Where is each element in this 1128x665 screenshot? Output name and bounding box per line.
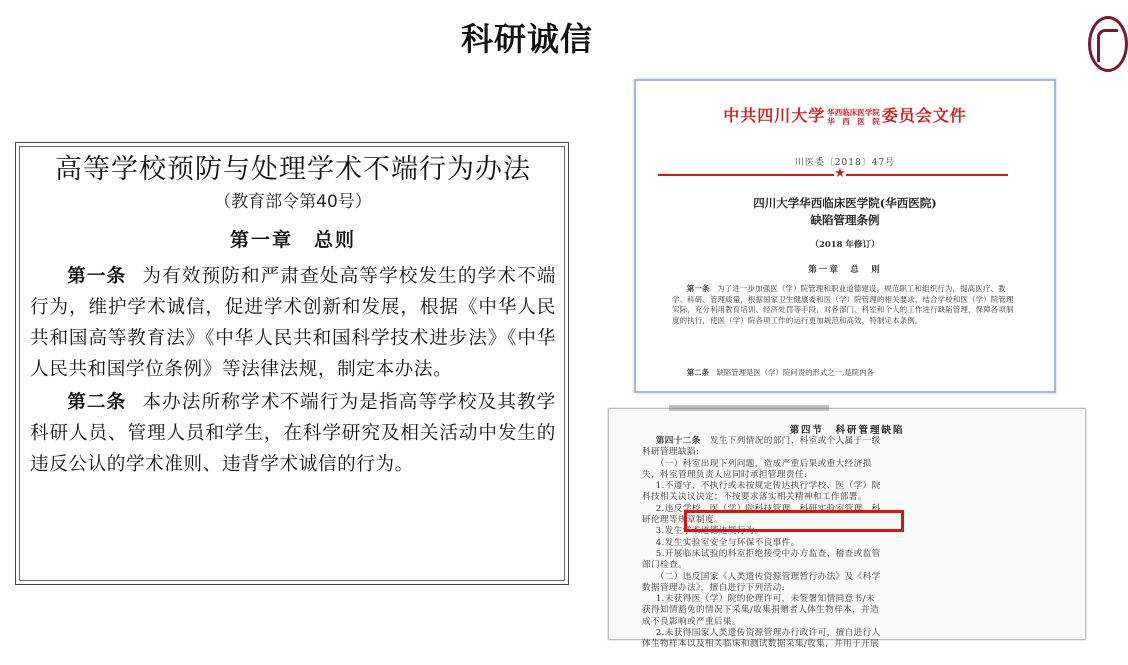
- section-line: [642, 492, 1078, 503]
- law-excerpt-frame: [19, 146, 565, 581]
- document-number: 川医委〔2018〕47号: [794, 158, 896, 168]
- line-text: 失，科室管理负责人应同时承担管理责任:: [642, 469, 808, 480]
- red-divider-left: [658, 174, 834, 176]
- section-line: [642, 481, 1078, 492]
- section-line: [642, 447, 1078, 458]
- document-title: [636, 195, 1054, 229]
- document-article-1: [672, 284, 1018, 327]
- line-text: 科技相关决议决定；不按要求落实相关精神和工作部署。: [642, 492, 867, 503]
- article-text: 缺陷管理是医（学）院问责的形式之一,是院内各: [716, 368, 874, 377]
- section-line: [642, 549, 1078, 560]
- section-text: [642, 436, 1078, 651]
- section-line: [642, 639, 1078, 650]
- line-text: 科研管理缺陷:: [642, 447, 700, 458]
- law-chapter: 第一章 总则: [229, 229, 356, 251]
- line-text: 成不良影响或严重后果。: [642, 616, 741, 627]
- line-text: 获得知情豁免的情况下采集/收集捐赠者人体生物样本，并造: [642, 605, 880, 616]
- line-text: 研伦理等规章制度。: [642, 515, 723, 526]
- header-stack-bottom: 华 西 医 院: [827, 116, 880, 126]
- section-line: [642, 470, 1078, 481]
- article-text: 为了进一步加强医（学）院管理和职业道德建设，规范职工和组织行为，提高医疗、教学、科研、管理质量，根据国家卫生健康委和医（学）院管理的相关要求，结合学校和医（学）院管理实际，充分利用教育培训、经济处罚等手段，对各部门、科室和个人的工作进行缺陷管理，保障各项制度的执行，使医（学）院各项工作的运行更加规范和高效，特制定本条例。: [672, 284, 1014, 326]
- line-text: 1.未获得医（学）院的伦理许可，未签署知情同意书/未: [655, 594, 875, 605]
- law-article-1: [30, 261, 556, 385]
- article-number: 第二条: [686, 368, 709, 377]
- header-right: 委员会文件: [881, 106, 967, 125]
- document-red-header: [636, 103, 1054, 126]
- section-line: [642, 560, 1078, 571]
- line-text: （二）违反国家《人类遗传资源管理暂行办法》及《科学: [655, 571, 881, 582]
- law-title: 高等学校预防与处理学术不端行为办法: [55, 154, 531, 185]
- section-line: [642, 594, 1078, 605]
- law-excerpt-panel: [15, 142, 569, 585]
- line-text: （一）科室出现下列问题，造成严重后果或重大经济损: [655, 458, 872, 469]
- section-line: [642, 617, 1078, 628]
- slide-title: 科研诚信: [460, 20, 593, 58]
- section-line: [642, 572, 1078, 583]
- header-left: 中共四川大学: [723, 106, 826, 125]
- line-text: 5.开展临床试验的科室拒绝接受中办方监查、稽查或监管: [655, 548, 881, 559]
- line-text: 2.违反学校、医（学）院科技管理、科研实验室管理、科: [655, 503, 881, 514]
- document-title-line-2: 缺陷管理条例: [810, 213, 880, 227]
- header-stack: [827, 108, 880, 126]
- section-line: [642, 605, 1078, 616]
- line-text: 4.发生实验室安全与环保不良事件。: [655, 537, 800, 548]
- line-text: 发生下列情况的部门、科室或个人属于一级: [709, 436, 881, 446]
- line-text: 3.发生学术道德违规行为。: [655, 526, 764, 537]
- document-revision: （2018 年修订）: [810, 240, 880, 250]
- red-divider-right: [846, 174, 1008, 176]
- section-line: [642, 436, 1078, 447]
- section-line: [642, 459, 1078, 470]
- line-text: 部门检查。: [642, 560, 687, 571]
- line-text: 1.不遵守、不执行或未按规定传达执行学校、医（学）院: [655, 481, 881, 492]
- hospital-document-scan: [634, 79, 1056, 393]
- article-number: 第一条: [686, 284, 710, 293]
- line-text: 数据管理办法》，擅自进行下列活动:: [642, 582, 785, 593]
- section-line: [642, 583, 1078, 594]
- section-line: [642, 628, 1078, 639]
- header-stack-top: 华西临床医学院: [827, 107, 880, 117]
- article-number: 第一条: [67, 266, 127, 287]
- highlight-box: [684, 510, 904, 532]
- article-number: 第四十二条: [655, 436, 701, 446]
- line-text: 体生物样本以及相关临床和测试数据采集/收集，并用于开展: [642, 639, 880, 650]
- article-number: 第二条: [67, 392, 127, 413]
- line-text: 2.未获得国家人类遗传资源管理办行政许可，擅自进行人: [655, 628, 881, 639]
- scan-cut-edge: [669, 405, 829, 411]
- article-text: 本办法所称学术不端行为是指高等学校及其教学科研人员、管理人员和学生，在科学研究及相关活动中发生的违反公认的学术准则、违背学术诚信的行为。: [30, 392, 556, 475]
- document-title-line-1: 四川大学华西临床医学院(华西医院): [753, 196, 937, 210]
- document-chapter: 第一章 总 则: [808, 265, 882, 275]
- law-article-2: [30, 387, 556, 480]
- section-line: [642, 538, 1078, 549]
- university-logo-icon: [1088, 16, 1128, 72]
- document-article-2: [672, 368, 1018, 379]
- law-decree: （教育部令第40号）: [214, 192, 372, 212]
- article-text: 为有效预防和严肃查处高等学校发生的学术不端行为，维护学术诚信，促进学术创新和发展，根据《中华人民共和国高等教育法》《中华人民共和国科学技术进步法》《中华人民共和国学位条例》等法律法规，制定本办法。: [30, 266, 556, 380]
- red-star-icon: ★: [834, 166, 846, 181]
- section-title: 第四节 科研管理缺陷: [789, 425, 905, 436]
